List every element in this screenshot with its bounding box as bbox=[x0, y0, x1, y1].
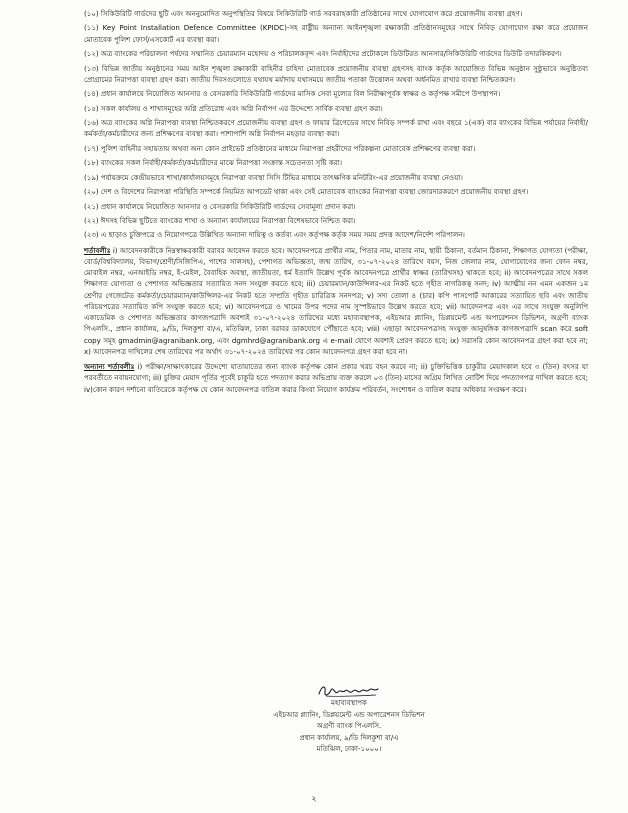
signatory-division: এইচআর প্ল্যানিং, ডিপ্লয়মেন্ট এন্ড অপারেশনস ডিভিশন bbox=[273, 709, 425, 719]
signature-block bbox=[224, 683, 474, 755]
signatory-address-line1: প্রধান কার্যালয়, ৯/ডি দিলকুশা বা/এ bbox=[299, 732, 399, 742]
duty-clause-13: (১৩) বিভিন্ন জাতীয় অনুষ্ঠানের সময় আইন শৃঙ্খলা রক্ষাকারী বাহিনীর চাহিদা মোতাবেক প্রয়োজনীয় ব্যবস্থা গ্রহণসহ ব্যাংক কর্তৃক আয়োজিত বিভিন্ন অনুষ্ঠান সুষ্ঠুভাবে অনুষ্ঠিতব্য প্রোগ্রামের নিরাপত্তা ব্যবস্থা গ্রহণ করা। জাতীয় দিবসগুলোতে যথাযথ মর্যাদায় যথাসময়ে জাতীয় পতাকা উত্তোলন অথবা অর্ধনমিত রাখার ব্যবস্থা নিশ্চিতকরণ। bbox=[84, 63, 588, 84]
duty-clause-12: (১২) অত্র ব্যাংকের পরিচালনা পর্ষদের সম্মানিত চেয়ারম্যান মহোদয় ও পরিচালকবৃন্দ এবং নির্বাহীদের প্রটোকলে ডিউটিরত আনসার/সিকিউরিটি গার্ডদের ডিউটি তদারকিকরণ। bbox=[84, 49, 562, 59]
duty-clause-16: (১৬) অত্র ব্যাংকের অগ্নি নিরাপত্তা ব্যবস্থা নিশ্চিতকরণে প্রয়োজনীয় ব্যবস্থা গ্রহণ ও ফায়ার ব্রিগেডের সাথে নিবিড় সম্পর্ক রাখা এবং বছরে ১(এক) বার ব্যাংকের বিভিন্ন পর্যায়ের নির্বাহী/কর্মকর্তা/কর্মচারীদের জন্য প্রশিক্ষণের ব্যবস্থা করা। পাশাপাশি অগ্নি নির্বাপন মহড়ার ব্যবস্থা করা। bbox=[84, 118, 588, 139]
duty-clause-18: (১৮) ব্যাংকের সকল নির্বাহী/কর্মকর্তা/কর্মচারীদের মাঝে নিরাপত্তা সংক্রান্ত সচেতনতা সৃষ্টি করা। bbox=[84, 158, 343, 168]
duty-clause-22: (২২) ঈদসহ বিভিন্ন ছুটিতে ব্যাংকের শাখা ও অন্যান্য কার্যালয়ের নিরাপত্তা বিশেষভাবে নিশ্চিত করা। bbox=[84, 216, 356, 225]
other-conditions-label: অন্যান্য শর্তাবলীঃ bbox=[84, 362, 135, 372]
conditions-label: শর্তাবলীঃ bbox=[84, 245, 111, 255]
signatory-address-line2: মতিঝিল, ঢাকা-১০০০। bbox=[316, 744, 382, 754]
duty-clause-10: (১০) সিকিউরিটি গার্ডদের ছুটি এবং অননুমোদিত অনুপস্থিতির বিষয়ে সিকিউরিটি গার্ড সরবরাহকারী প্রতিষ্ঠানের সাথে যোগাযোগ করে প্রয়োজনীয় ব্যবস্থা গ্রহণ। bbox=[84, 9, 523, 18]
duty-clause-14: (১৪) প্রধান কার্যালয়ে নিয়োজিত আনসার ও বেসরকারি সিকিউরিটি গার্ডদের মাসিক সেবা মূল্যের বিল নিরীক্ষাপূর্বক স্বাক্ষর ও কর্তৃপক্ষ সমীপে উপস্থাপন। bbox=[84, 89, 501, 99]
duty-clause-21: (২১) প্রধান কার্যালয়ে নিয়োজিত আনসার ও বেসরকারি সিকিউরিটি গার্ডদের সেবামূল্য প্রদান করা। bbox=[84, 201, 356, 211]
duty-clause-19: (১৯) পর্যায়ক্রমে কেন্দ্রীয়ভাবে শাখা/কার্যালয়সমূহে নিরাপত্তা ব্যবস্থা সিসি টিভির মাধ্যমে তাৎক্ষণিক মনিটরিং-এর প্রয়োজনীয় ব্যবস্থা নেওয়া। bbox=[84, 172, 463, 182]
duty-clause-15: (১৫) সকল কার্যালয় ও শাখাসমূহের অগ্নি প্রতিরোধ এবং অগ্নি নির্বাপণ এর উদ্দেশ্যে সার্বিক ব্যবস্থা গ্রহণ করা। bbox=[84, 103, 383, 113]
signatory-title: মহাব্যবস্থাপক bbox=[331, 698, 367, 707]
other-conditions-paragraph bbox=[84, 361, 588, 395]
signatory-bank: অগ্রণী ব্যাংক পিএলসি. bbox=[316, 721, 382, 731]
page-number: ২ bbox=[311, 794, 317, 803]
conditions-paragraph bbox=[84, 245, 588, 358]
duty-clause-20: (২০) দেশ ও বিদেশের নিরাপত্তা পরিস্থিতি সম্পর্কে নিয়মিত আপডেট থাকা এবং সেই মোতাবেক ব্যাংকের নিরাপত্তা ব্যবস্থা জোরদারকরণে প্রয়োজনীয় ব্যবস্থা গ্রহণ। bbox=[84, 187, 529, 197]
duty-clause-17: (১৭) পুলিশ বাহিনীর সহায়তায় অথবা অন্য কোন প্রাইভেট প্রতিষ্ঠানের মাধ্যমে নিরাপত্তা প্রহরীদের পরিকল্পনা মোতাবেক প্রশিক্ষণের ব্যবস্থা করা। bbox=[84, 143, 476, 153]
duty-clause-11: (১১) Key Point Installation Defence Committee (KPIDC)-সহ রাষ্ট্রীয় অন্যান্য আইনশৃঙ্খলা রক্ষাকারী প্রতিষ্ঠানসমূহের সাথে নিবিড় যোগাযোগ রক্ষা করে প্রয়োজন মোতাবেক পুলিশ ফোর্স/এসকোর্ট এর ব্যবস্থা করা। bbox=[84, 23, 588, 44]
duties-list bbox=[84, 8, 588, 241]
duty-clause-23: (২৩) এ ছাড়াও চুক্তিপত্রে ও নিয়োগপত্রে উল্লিখিত অন্যান্য দায়িত্ব ও কর্তব্য এবং কর্তৃপক্ষ কর্তৃক সময় সময় প্রদত্ত আদেশ/নির্দেশ পরিপালন। bbox=[84, 230, 465, 240]
conditions-text: i) আবেদনকারীকে নিম্নস্বাক্ষরকারী বরাবর আবেদন করতে হবে। আবেদনপত্রে প্রার্থীর নাম, পিতার নাম, মাতার নাম, স্থায়ী ঠিকানা, বর্তমান ঠিকানা, শিক্ষাগত যোগ্যতা (পরীক্ষা, বোর্ড/বিশ্ববিদ্যালয়, বিভাগ/শ্রেণী/সিজিপিএ, পাশের সালসহ), পেশাগত অভিজ্ঞতা, জন্ম তারিখ, ৩১-০৭-২০২৪ তারিখে বয়স, নিজ জেলার নাম, যোগাযোগের জন্য ফোন নম্বর, মোবাইল নম্বর, এনআইডি নম্বর, ই-মেইল, বৈবাহিক অবস্থা, জাতীয়তা, ধর্ম ইত্যাদি উল্লেখ পূর্বক আবেদনপত্রে প্রার্থীর স্বাক্ষর (তারিখসহ) থাকতে হবে; ii) আবেদনপত্রের সাথে সকল শিক্ষাগত যোগ্যতা ও পেশাগত অভিজ্ঞতার সত্যায়িত সনদ সংযুক্ত করতে হবে; iii) চেয়ারম্যান/কাউন্সিলর-এর নিকট হতে গৃহীত নাগরিকত্ব সনদ; iv) আত্মীয় নন এমন একজন ১ম শ্রেণীর গেজেটেড কর্মকর্তা/চেয়ারম্যান/কাউন্সিলর-এর নিকট হতে সম্প্রতি গৃহীত চারিত্রিক সনদপত্র; v) সদ্য তোলা ৪ (চার) কপি পাসপোর্ট আকারের সত্যায়িত ছবি এবং জাতীয় পরিচয়পত্রের সত্যায়িত কপি সংযুক্ত করতে হবে; vi) আবেদনপত্রে ও খামের উপর পদের নাম সুস্পষ্টভাবে উল্লেখ করতে হবে; vii) আবেদনপত্র এবং এর সাথে সংযুক্ত অনুলিপি একাডেমিক ও পেশাগত অভিজ্ঞতার কাগজপত্রাদি অবশ্যই ৩১-০৭-২০২৪ তারিখের মধ্যে মহাব্যবস্থাপক, এইচআর প্ল্যানিং, ডিপ্লয়মেন্ট এন্ড অপারেশনস ডিভিশন, অগ্রণী ব্যাংক পিএলসি., প্রধান কার্যালয়, ৯/ডি, দিলকুশা বা/এ, মতিঝিল, ঢাকা বরাবর ডাকযোগে পৌঁছাতে হবে; viii) এছাড়া আবেদনপত্রসহ সংযুক্ত আনুষঙ্গিক কাগজপত্রাদি scan করে soft copy সমূহ gmadmin@agranibank.org, এবং dgmhrd@agranibank.org এ e-mail যোগে অবশ্যই প্রেরণ করতে হবে; ix) সরাসরি কোন আবেদনপত্র গ্রহণ করা হবে না; x) আবেদনপত্র দাখিলের শেষ তারিখের পর অর্থাৎ ৩১-০৭-২০২৪ তারিখের পর কোন আবেদনপত্র গ্রহণ করা হবে না। bbox=[84, 245, 588, 356]
other-conditions-text: i) পরীক্ষা/সাক্ষাৎকারের উদ্দেশ্যে যাতায়াতের জন্য ব্যাংক কর্তৃপক্ষ কোন প্রকার খরচ বহন করবে না; ii) চুক্তিভিত্তিক চাকুরীর মেয়াদকাল হবে ৩ (তিন) বৎসর যা পরবর্তীতে নবায়নযোগ্য; iii) চুক্তির মেয়াদ পূর্তির পূর্বেই চাকুরি হতে পদত্যাগ করার অভিপ্রায় ব্যক্ত করলে ০৩ (তিন) মাসের অগ্রিম লিখিত নোটিশ দিয়ে পদত্যাগপত্র দাখিল করতে হবে; iv)কোন কারণ দর্শানো ব্যতিরেকে কর্তৃপক্ষ যে কোন আবেদনপত্র বাতিল করার কিংবা নিয়োগ কার্যক্রম পরিবর্তন, সংশোধন ও বাতিল করার অধিকার সংরক্ষণ করে। bbox=[84, 362, 588, 394]
